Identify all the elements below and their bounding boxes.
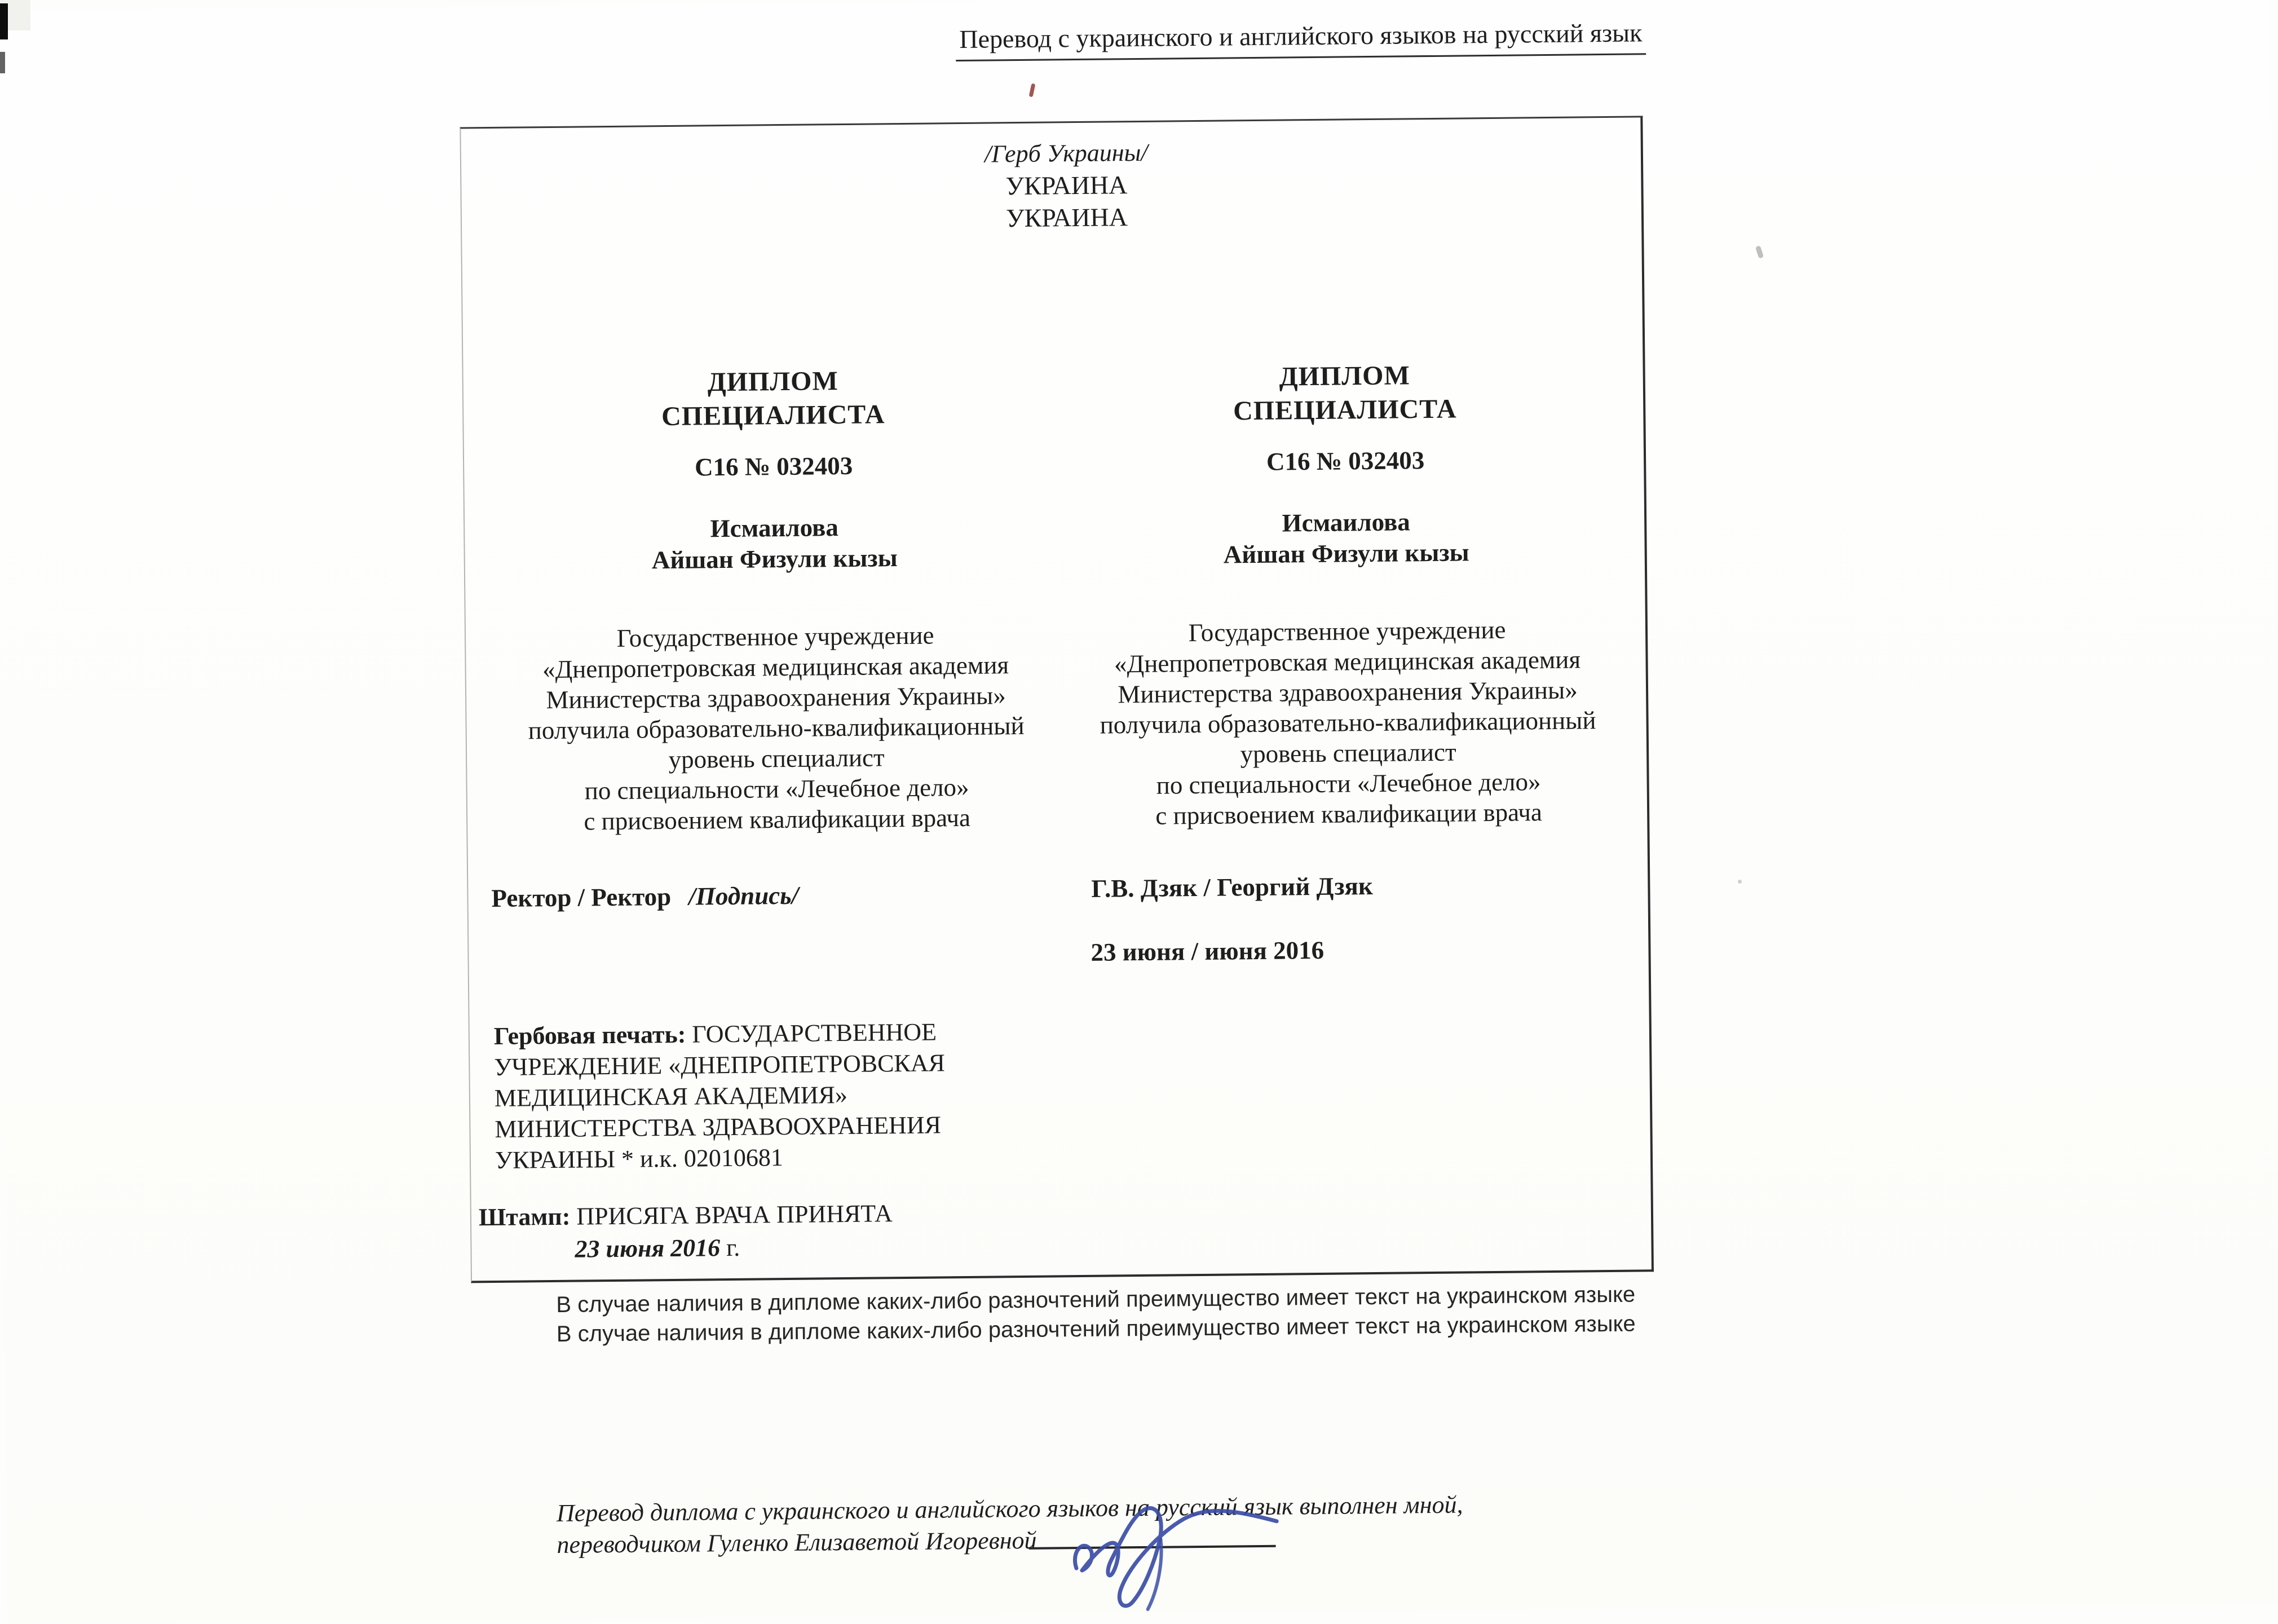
graduate-given-names: Айшан Физули кызы (1223, 538, 1469, 569)
language-priority-disclaimer-2: В случае наличия в дипломе каких-либо разночтений преимущество имеет текст на украинском языке (556, 1311, 1636, 1347)
body-line: по специальности «Лечебное дело» (1156, 767, 1541, 800)
scan-edge-artifact (0, 3, 8, 39)
body-line: по специальности «Лечебное дело» (584, 773, 969, 805)
country-name-ukrainian: УКРАИНА (1005, 170, 1128, 201)
seal-line: УКРАИНЫ * и.к. 02010681 (495, 1144, 784, 1174)
translator-statement-line2: переводчиком Гуленко Елизаветой Игоревной (557, 1526, 1037, 1559)
body-line: Министерства здравоохранения Украины» (546, 681, 1006, 714)
seal-line: УЧРЕЖДЕНИЕ «ДНЕПРОПЕТРОВСКАЯ (494, 1049, 946, 1081)
diploma-number-left: С16 № 032403 (694, 451, 853, 482)
handwritten-signature (1050, 1480, 1293, 1614)
stamp-label: Штамп: (478, 1202, 571, 1232)
body-line: уровень специалист (668, 743, 885, 774)
diploma-number-right: С16 № 032403 (1266, 446, 1425, 476)
body-line: «Днепропетровская медицинская академия (542, 651, 1009, 684)
rector-label: Ректор / Ректор (491, 882, 672, 913)
stamp-line (479, 1197, 893, 1234)
seal-line (494, 1016, 1035, 1052)
diploma-column-left (491, 362, 1059, 837)
translator-statement (557, 1489, 1464, 1561)
body-line: Министерства здравоохранения Украины» (1118, 676, 1578, 709)
translation-header-text: Перевод с украинского и английского языков на русский язык (956, 17, 1646, 61)
stamp-date-line (575, 1230, 893, 1265)
diploma-title-line1: ДИПЛОМ (707, 366, 839, 398)
translator-statement-line1: Перевод диплома с украинского и английского языков на русский язык выполнен мной, (556, 1490, 1463, 1527)
country-name-russian: УКРАИНА (1005, 202, 1128, 233)
rector-name-line: Г.В. Дзяк / Георгий Дзяк (1091, 872, 1374, 903)
seal-line: МИНИСТЕРСТВА ЗДРАВООХРАНЕНИЯ (495, 1111, 942, 1143)
scan-speck (1738, 880, 1742, 884)
diploma-title-left (491, 362, 1055, 435)
body-line: уровень специалист (1240, 738, 1456, 769)
scan-edge-artifact (0, 52, 5, 73)
graduate-name-right (1064, 505, 1628, 572)
diploma-body-right (1065, 614, 1631, 832)
official-seal-block (494, 1016, 1037, 1176)
stamp-text: ПРИСЯГА ВРАЧА ПРИНЯТА (576, 1199, 893, 1230)
diploma-title-line1: ДИПЛОМ (1279, 360, 1410, 392)
body-line: получила образовательно-квалификационный (1100, 706, 1596, 739)
body-line: получила образовательно-квалификационный (528, 711, 1025, 745)
language-priority-disclaimer-1: В случае наличия в дипломе каких-либо разночтений преимущество имеет текст на украинском языке (556, 1282, 1636, 1317)
body-line: с присвоением квалификации врача (584, 803, 971, 836)
body-line: с присвоением квалификации врача (1155, 798, 1543, 830)
signature-placeholder-note: /Подпись/ (688, 881, 799, 911)
stamp-date-suffix: г. (726, 1233, 740, 1262)
seal-text: ГОСУДАРСТВЕННОЕ (692, 1018, 937, 1048)
seal-label: Гербовая печать: (493, 1020, 686, 1051)
body-line: «Днепропетровская медицинская академия (1114, 645, 1581, 678)
diploma-column-right (1062, 357, 1631, 832)
rector-signature-line (491, 881, 798, 913)
graduate-name-left (492, 510, 1057, 577)
graduate-given-names: Айшан Физули кызы (651, 544, 898, 575)
graduate-surname: Исмаилова (1282, 508, 1411, 537)
body-line: Государственное учреждение (616, 621, 934, 652)
stamp-date: 23 июня 2016 (575, 1234, 721, 1263)
oath-stamp-block (479, 1197, 893, 1266)
graduate-surname: Исмаилова (710, 513, 839, 543)
issue-date-line: 23 июня / июня 2016 (1091, 935, 1325, 967)
emblem-block (784, 134, 1349, 236)
signature-scribble (1075, 1507, 1278, 1606)
diploma-title-right (1062, 357, 1627, 430)
diploma-title-line2: СПЕЦИАЛИСТА (1233, 394, 1457, 426)
diploma-frame (460, 116, 1654, 1283)
translation-header (940, 17, 1662, 61)
seal-line: МЕДИЦИНСКАЯ АКАДЕМИЯ» (494, 1080, 848, 1112)
diploma-body-left (493, 619, 1059, 837)
body-line: Государственное учреждение (1188, 615, 1506, 647)
coat-of-arms-note: /Герб Украины/ (984, 138, 1148, 168)
diploma-title-line2: СПЕЦИАЛИСТА (661, 399, 885, 432)
